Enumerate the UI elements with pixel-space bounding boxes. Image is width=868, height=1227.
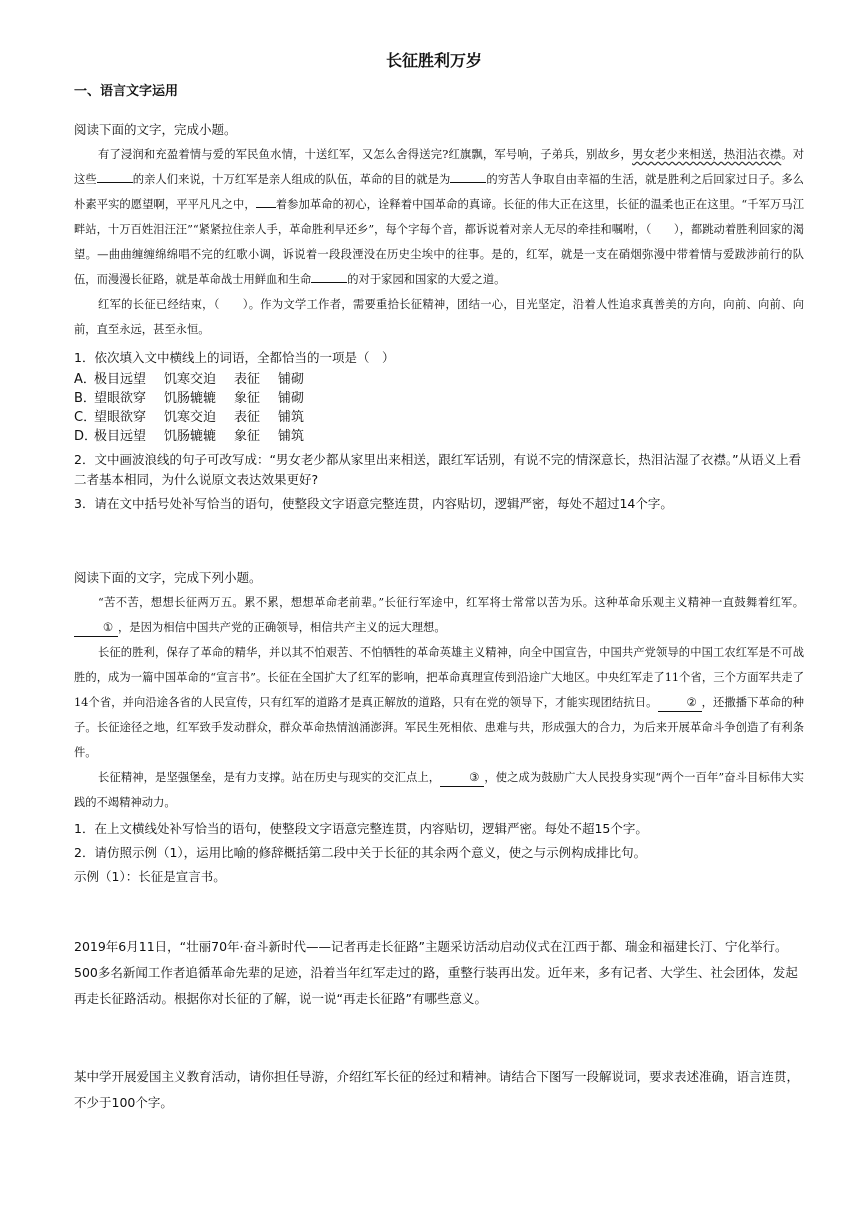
option-word: 极目远望 [94,372,147,387]
reading-passage-2 [74,568,804,887]
option-word: 望眼欲穿 [94,410,147,425]
question-2: 2．请仿照示例（1），运用比喻的修辞概括第二段中关于长征的其余两个意义，使之与示例构成排比句。 [74,845,647,860]
option-a[interactable] [74,370,804,389]
text-run: ，使之成为鼓励广大人民投身实现“两个一百年”奋斗目标伟大实践的不竭精神动力。 [74,771,804,809]
option-letter: A． [74,372,96,387]
option-word: 铺筑 [278,410,305,425]
wavy-underlined-sentence: 男女老少来相送，热泪沾衣襟 [632,148,782,161]
text-run: 长征精神，是坚强堡垒，是有力支撑。站在历史与现实的交汇点上， [98,771,441,784]
option-letter: B． [74,391,96,406]
option-word: 象征 [234,391,261,406]
text-run: 的穷苦人争取自由幸福的生活，就是胜利之后回家过日子。多么朴素平实的愿望啊，平平凡凡之中， [74,173,804,211]
question-3: 3．请在文中括号处补写恰当的语句，使整段文字语意完整连贯，内容贴切，逻辑严密，每处不超过14个字。 [74,496,673,511]
text-run: ，是因为相信中国共产党的正确领导，相信共产主义的远大理想。 [118,621,446,634]
question-1: 1．在上文横线处补写恰当的语句，使整段文字语意完整连贯，内容贴切，逻辑严密。每处不超15个字。 [74,821,648,836]
fill-blank[interactable] [97,182,133,183]
text-run: 着参加革命的初心，诠释着中国革命的真谛。长征的伟大正在这里，长征的温柔也正在这里。“千军万马江畔站，十万百姓泪汪汪”“紧紧拉住亲人手，革命胜利早还乡”，每个字每个音，都诉说着对亲人无尽的牵挂和嘱咐，（ ），都跳动着胜利回家的渴望。—曲曲缠缠绵绵唱不完的红歌小调，诉说着一段段湮没在历史尘埃中的往事。是的，红军，就是一支在硝烟弥漫中带着情与爱跋涉前行的队伍，而漫漫长征路，就是革命战士用鲜血和生命 [74,198,804,286]
option-word: 铺砌 [278,391,305,406]
question-1: 1．依次填入文中横线上的词语，全都恰当的一项是（ ） [74,350,395,365]
section-heading: 一、语言文字运用 [74,84,179,99]
prompt-text: 2019年6月11日，“壮丽70年·奋斗新时代——记者再走长征路”主题采访活动启动仪式在江西于都、瑞金和福建长汀、宁化举行。500多名新闻工作者追循革命先辈的足迹，沿着当年红军走过的路，重整行装再出发。近年来，多有记者、大学生、社会团体，发起再走长征路活动。根据你对长征的了解，说一说“再走长征路”有哪些意义。 [74,939,798,1006]
option-word: 饥肠辘辘 [164,429,217,444]
page-title: 长征胜利万岁 [385,51,482,70]
fill-blank[interactable] [450,182,486,183]
passage-paragraph [74,590,804,640]
option-word: 铺筑 [278,429,305,444]
option-word: 铺砌 [278,372,305,387]
text-run: “苦不苦，想想长征两万五。累不累，想想革命老前辈。”长征行军途中，红军将士常常以苦为乐。这种革命乐观主义精神一直鼓舞着红军。 [98,596,804,609]
essay-prompt-2 [74,1064,804,1116]
option-word: 饥肠辘辘 [164,391,217,406]
passage-paragraph: 红军的长征已经结束，（ ）。作为文学工作者，需要重拾长征精神，团结一心，目光坚定，沿着人性追求真善美的方向，向前、向前、向前，直至永远，甚至永恒。 [74,298,804,336]
option-word: 饥寒交迫 [164,410,217,425]
essay-prompt-1 [74,934,804,1012]
option-d[interactable] [74,427,804,446]
passage-paragraph [74,142,804,292]
answer-options [74,370,804,446]
text-run: 有了浸润和充盈着情与爱的军民鱼水情，十送红军，又怎么舍得送完?红旗飘，军号响，子弟兵，别故乡， [98,148,633,161]
fill-blank[interactable] [256,207,276,208]
text-run: 的亲人们来说，十万红军是亲人组成的队伍，革命的目的就是为 [132,173,451,186]
passage-paragraph [74,765,804,815]
question-2: 2．文中画波浪线的句子可改写成：“男女老少都从家里出来相送，跟红军话别，有说不完的情深意长，热泪沾湿了衣襟。”从语义上看二者基本相同，为什么说原文表达效果更好? [74,452,802,487]
fill-blank-1[interactable]: ① [74,620,118,637]
fill-blank-2[interactable]: ② [658,695,702,712]
fill-blank-3[interactable]: ③ [440,770,484,787]
reading-passage-1 [74,120,804,514]
fill-blank[interactable] [311,282,347,283]
option-word: 表征 [234,372,261,387]
option-word: 象征 [234,429,261,444]
option-c[interactable] [74,408,804,427]
passage-intro: 阅读下面的文字，完成小题。 [74,122,237,137]
option-word: 极目远望 [94,429,147,444]
option-word: 表征 [234,410,261,425]
option-b[interactable] [74,389,804,408]
option-letter: C． [74,410,97,425]
option-word: 望眼欲穿 [94,391,147,406]
passage-paragraph [74,640,804,765]
text-run: 长征的胜利，保存了革命的精华，并以其不怕艰苦、不怕牺牲的革命英雄主义精神，向全中国宣告，中国共产党领导的中国工农红军是不可战胜的，成为一篇中国革命的“宣言书”。长征在全国扩大了红军的影响，把革命真理宣传到沿途广大地区。中央红军走了11个省，三个方面军共走了14个省，并向沿途各省的人民宣传，只有红军的道路才是真正解放的道路，只有在党的领导下，才能实现团结抗日。 [74,646,804,709]
text-run: 的对于家园和国家的大爱之道。 [347,273,506,286]
text-run: 。对这些 [74,148,804,186]
example-line: 示例（1）：长征是宣言书。 [74,869,226,884]
text-run: ，还撒播下革命的种子。长征途径之地，红军致手发动群众，群众革命热情汹涌澎湃。军民生死相依、患难与共，形成强大的合力，为后来开展革命斗争创造了有利条件。 [74,696,804,759]
prompt-text: 某中学开展爱国主义教育活动，请你担任导游，介绍红军长征的经过和精神。请结合下图写一段解说词，要求表述准确，语言连贯，不少于100个字。 [74,1069,800,1110]
passage-intro: 阅读下面的文字，完成下列小题。 [74,570,262,585]
option-letter: D． [74,429,98,444]
option-word: 饥寒交迫 [164,372,217,387]
